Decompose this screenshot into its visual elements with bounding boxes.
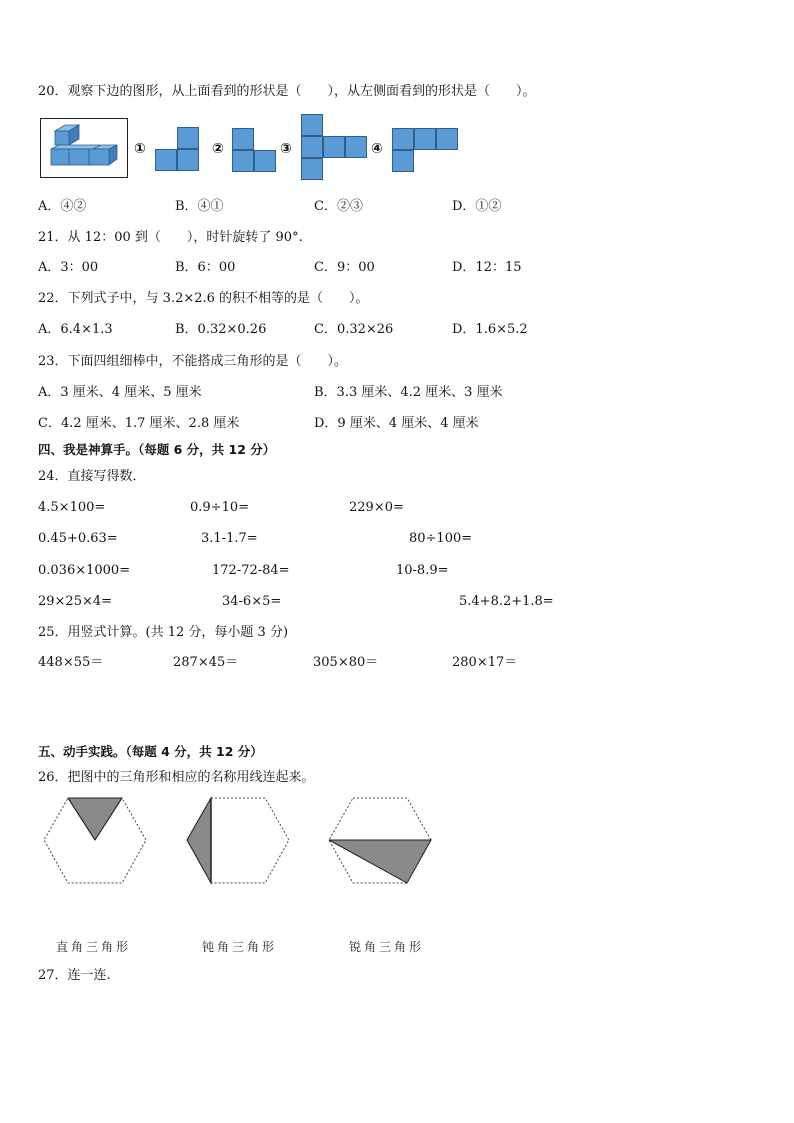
square [345,136,367,158]
cube-figure-svg [41,119,127,177]
q25-item: 305×80＝ [313,655,379,670]
q25-item: 448×55＝ [38,655,104,670]
q24-item: 0.45+0.63= [38,531,118,546]
q22-option-d[interactable]: D．1.6×5.2 [452,322,528,337]
square [232,150,254,172]
hexagon-figure-1 [40,795,150,890]
square [232,128,254,150]
view-label-4: ④ [371,141,383,157]
q23-option-d[interactable]: D．9 厘米、4 厘米、4 厘米 [314,416,479,431]
view-label-2: ② [212,141,224,157]
q22-text: 22．下列式子中，与 3.2×2.6 的积不相等的是（ ）。 [38,291,369,306]
view-label-3: ③ [280,141,292,157]
square [155,149,177,171]
square [436,128,458,150]
label-acute-triangle: 锐角三角形 [349,940,425,954]
square [414,128,436,150]
q25-item: 287×45＝ [173,655,239,670]
square [301,158,323,180]
q24-item: 172-72-84= [212,563,290,578]
section-4-title: 四、我是神算手。（每题 6 分，共 12 分） [38,442,276,457]
q27-text: 27．连一连. [38,968,111,983]
cube-figure [40,118,128,178]
q26-text: 26．把图中的三角形和相应的名称用线连起来。 [38,770,315,785]
q25-text: 25．用竖式计算。(共 12 分，每小题 3 分) [38,625,289,640]
q21-text: 21．从 12：00 到（ ），时针旋转了 90°. [38,230,303,245]
q24-item: 29×25×4= [38,594,113,609]
q24-item: 4.5×100= [38,500,106,515]
q24-item: 0.036×1000= [38,563,131,578]
q24-item: 5.4+8.2+1.8= [459,594,554,609]
q20-option-a[interactable]: A．④② [38,199,87,214]
q23-option-c[interactable]: C．4.2 厘米、1.7 厘米、2.8 厘米 [38,416,240,431]
hexagon-figure-3 [325,795,435,890]
view-label-1: ① [134,141,146,157]
q24-item: 34-6×5= [222,594,282,609]
q24-item: 0.9÷10= [190,500,250,515]
square [392,128,414,150]
q22-option-a[interactable]: A．6.4×1.3 [38,322,113,337]
square [254,150,276,172]
square [301,136,323,158]
q21-option-b[interactable]: B．6：00 [175,260,236,275]
q24-item: 80÷100= [409,531,473,546]
square [301,114,323,136]
q21-option-d[interactable]: D．12：15 [452,260,522,275]
q23-option-a[interactable]: A．3 厘米、4 厘米、5 厘米 [38,385,202,400]
q20-text: 20．观察下边的图形，从上面看到的形状是（ ），从左侧面看到的形状是（ ）。 [38,84,536,99]
q20-option-c[interactable]: C．②③ [314,199,363,214]
q22-option-b[interactable]: B．0.32×0.26 [175,322,267,337]
q23-option-b[interactable]: B．3.3 厘米、4.2 厘米、3 厘米 [314,385,503,400]
section-5-title: 五、动手实践。（每题 4 分，共 12 分） [38,744,263,759]
square [177,127,199,149]
q20-option-d[interactable]: D．①② [452,199,502,214]
q22-option-c[interactable]: C．0.32×26 [314,322,394,337]
q24-item: 229×0= [349,500,404,515]
q21-option-c[interactable]: C．9：00 [314,260,375,275]
label-obtuse-triangle: 钝角三角形 [202,940,278,954]
square [323,136,345,158]
q25-item: 280×17＝ [452,655,518,670]
square [177,149,199,171]
q23-text: 23．下面四组细棒中，不能搭成三角形的是（ ）。 [38,354,348,369]
square [392,150,414,172]
q24-text: 24．直接写得数． [38,469,146,484]
q21-option-a[interactable]: A．3：00 [38,260,99,275]
q20-option-b[interactable]: B．④① [175,199,224,214]
q24-item: 10-8.9= [396,563,449,578]
hexagon-figure-2 [183,795,293,890]
q24-item: 3.1-1.7= [201,531,258,546]
label-right-triangle: 直角三角形 [56,940,132,954]
